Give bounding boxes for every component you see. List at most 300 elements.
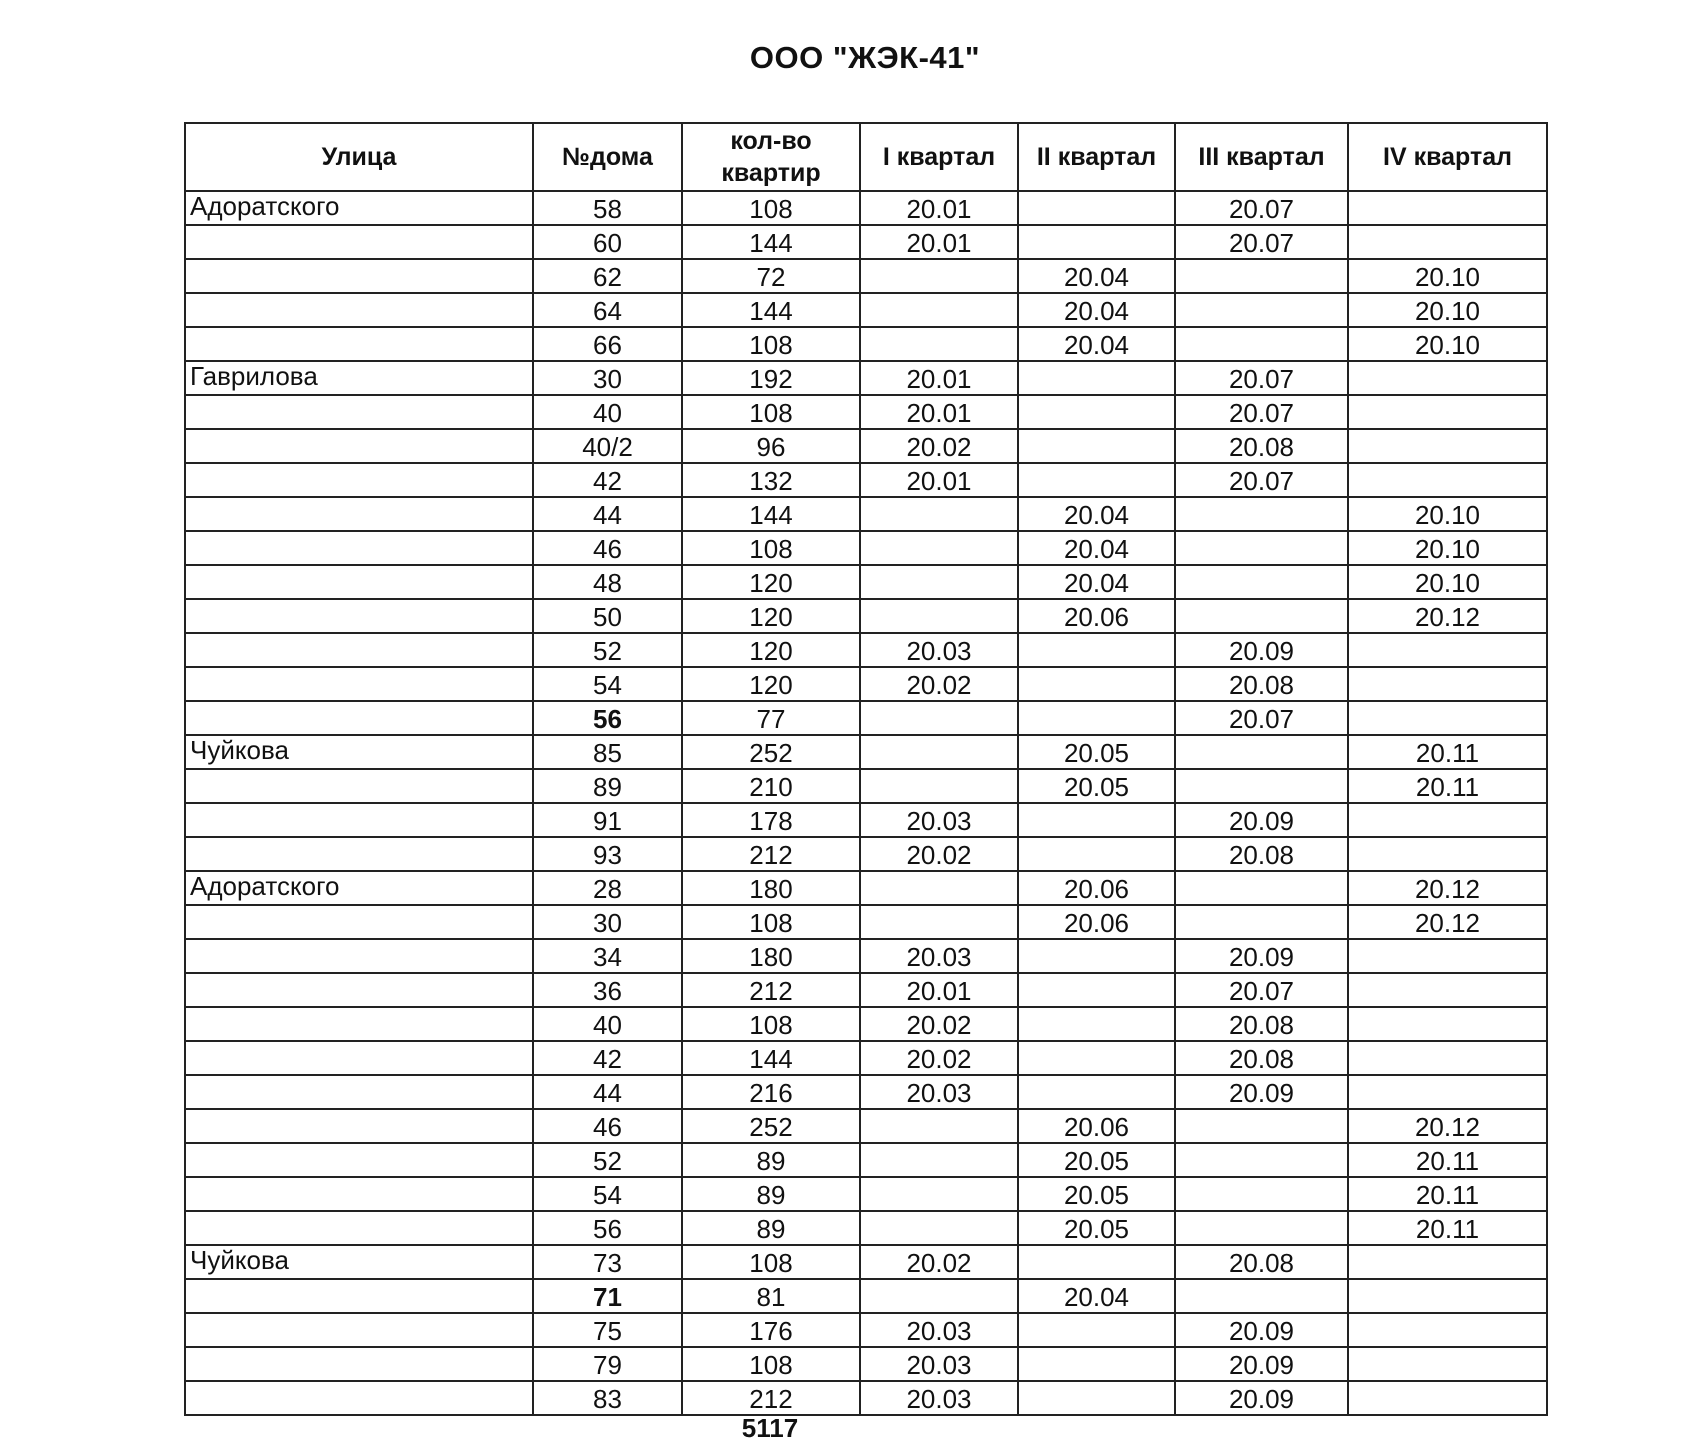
cell-house: 34 [533,939,682,973]
cell-q2: 20.04 [1018,531,1175,565]
cell-house: 42 [533,463,682,497]
table-row [185,871,1547,905]
cell-q1: 20.02 [860,1041,1018,1075]
cell-q3 [1175,599,1348,633]
cell-q3 [1175,1109,1348,1143]
cell-street [185,395,533,429]
document-title: ООО "ЖЭК-41" [749,40,981,75]
cell-q1: 20.01 [860,395,1018,429]
cell-house: 56 [533,701,682,735]
cell-apartments: 144 [682,1041,860,1075]
cell-q2 [1018,837,1175,871]
table-row [185,1313,1547,1347]
cell-house: 30 [533,905,682,939]
cell-q4 [1348,1381,1547,1415]
cell-street [185,531,533,565]
cell-q3: 20.08 [1175,837,1348,871]
cell-q1: 20.01 [860,225,1018,259]
table-row [185,1177,1547,1211]
cell-apartments: 108 [682,1245,860,1279]
cell-house: 83 [533,1381,682,1415]
cell-q2 [1018,667,1175,701]
cell-street [185,293,533,327]
cell-house: 56 [533,1211,682,1245]
cell-q1: 20.01 [860,463,1018,497]
cell-q3 [1175,769,1348,803]
table-row [185,769,1547,803]
cell-street [185,599,533,633]
cell-q3 [1175,497,1348,531]
cell-street: Адоратского [185,871,533,905]
cell-apartments: 120 [682,599,860,633]
cell-street [185,565,533,599]
cell-street [185,1143,533,1177]
cell-q1 [860,769,1018,803]
cell-q2 [1018,1075,1175,1109]
cell-q3: 20.08 [1175,1041,1348,1075]
cell-q3: 20.09 [1175,1075,1348,1109]
cell-q3 [1175,1143,1348,1177]
cell-house: 91 [533,803,682,837]
cell-house: 48 [533,565,682,599]
cell-q3 [1175,565,1348,599]
table-row [185,633,1547,667]
cell-house: 64 [533,293,682,327]
cell-q3 [1175,531,1348,565]
cell-apartments: 176 [682,1313,860,1347]
schedule-table [184,122,1548,1416]
cell-q2 [1018,1347,1175,1381]
table-row [185,327,1547,361]
cell-q2 [1018,225,1175,259]
cell-q3: 20.08 [1175,1245,1348,1279]
cell-q4: 20.10 [1348,565,1547,599]
cell-q2 [1018,803,1175,837]
cell-q4 [1348,395,1547,429]
cell-street [185,633,533,667]
table-row [185,701,1547,735]
cell-house: 40/2 [533,429,682,463]
cell-q2: 20.05 [1018,1143,1175,1177]
cell-q3 [1175,293,1348,327]
cell-q1: 20.03 [860,633,1018,667]
cell-q2: 20.04 [1018,1279,1175,1313]
cell-street [185,225,533,259]
cell-house: 79 [533,1347,682,1381]
cell-q1 [860,871,1018,905]
cell-q4: 20.10 [1348,259,1547,293]
cell-q2 [1018,633,1175,667]
cell-q4 [1348,939,1547,973]
cell-q4 [1348,191,1547,225]
cell-q4: 20.11 [1348,1143,1547,1177]
cell-q1: 20.02 [860,837,1018,871]
cell-q2: 20.04 [1018,497,1175,531]
cell-street [185,1075,533,1109]
cell-street [185,667,533,701]
cell-house: 44 [533,1075,682,1109]
cell-q2 [1018,395,1175,429]
cell-apartments: 96 [682,429,860,463]
cell-q1 [860,905,1018,939]
cell-apartments: 210 [682,769,860,803]
cell-street [185,803,533,837]
cell-q3: 20.07 [1175,973,1348,1007]
cell-street [185,327,533,361]
cell-house: 62 [533,259,682,293]
cell-house: 46 [533,1109,682,1143]
table-row [185,463,1547,497]
cell-q1 [860,735,1018,769]
cell-house: 66 [533,327,682,361]
cell-house: 28 [533,871,682,905]
cell-house: 54 [533,667,682,701]
cell-apartments: 180 [682,939,860,973]
table-row [185,905,1547,939]
cell-house: 44 [533,497,682,531]
cell-q1: 20.02 [860,667,1018,701]
cell-q4: 20.10 [1348,327,1547,361]
cell-q3: 20.09 [1175,1347,1348,1381]
cell-street [185,1109,533,1143]
cell-q1 [860,599,1018,633]
cell-q3 [1175,735,1348,769]
cell-street: Гаврилова [185,361,533,395]
cell-street: Чуйкова [185,735,533,769]
cell-q3: 20.09 [1175,803,1348,837]
cell-q1: 20.01 [860,191,1018,225]
cell-apartments: 212 [682,973,860,1007]
cell-q1: 20.03 [860,939,1018,973]
cell-q3: 20.08 [1175,1007,1348,1041]
table-row [185,395,1547,429]
table-row [185,1041,1547,1075]
cell-q1: 20.03 [860,1313,1018,1347]
cell-street [185,1279,533,1313]
cell-q4: 20.12 [1348,1109,1547,1143]
table-row [185,497,1547,531]
cell-q1: 20.02 [860,1245,1018,1279]
header-q2: II квартал [1018,123,1175,191]
cell-q2 [1018,1313,1175,1347]
table-row [185,939,1547,973]
cell-q3: 20.08 [1175,429,1348,463]
cell-apartments: 89 [682,1211,860,1245]
cell-q2 [1018,1041,1175,1075]
cell-q2 [1018,1381,1175,1415]
cell-apartments: 72 [682,259,860,293]
cell-apartments: 178 [682,803,860,837]
cell-q2 [1018,701,1175,735]
cell-q1: 20.03 [860,803,1018,837]
cell-house: 89 [533,769,682,803]
header-street: Улица [185,123,533,191]
cell-q4 [1348,225,1547,259]
cell-q3 [1175,871,1348,905]
cell-apartments: 120 [682,565,860,599]
cell-q1 [860,1177,1018,1211]
table-row [185,293,1547,327]
cell-q3 [1175,1279,1348,1313]
table-row [185,1211,1547,1245]
cell-q1 [860,259,1018,293]
cell-q4 [1348,633,1547,667]
cell-q2: 20.05 [1018,1177,1175,1211]
cell-house: 40 [533,395,682,429]
cell-q3: 20.09 [1175,939,1348,973]
cell-q2 [1018,973,1175,1007]
cell-q4 [1348,361,1547,395]
cell-house: 85 [533,735,682,769]
cell-q2: 20.06 [1018,905,1175,939]
cell-q2 [1018,191,1175,225]
cell-apartments: 89 [682,1177,860,1211]
header-apartments: кол-во квартир [682,123,860,191]
table-row [185,259,1547,293]
cell-q1: 20.02 [860,1007,1018,1041]
cell-q4: 20.12 [1348,599,1547,633]
cell-apartments: 108 [682,191,860,225]
cell-apartments: 252 [682,1109,860,1143]
cell-street [185,1313,533,1347]
cell-q2 [1018,463,1175,497]
header-q1: I квартал [860,123,1018,191]
cell-apartments: 144 [682,225,860,259]
cell-q4 [1348,1279,1547,1313]
cell-q1 [860,1279,1018,1313]
table-row [185,803,1547,837]
cell-street [185,1007,533,1041]
cell-q3: 20.09 [1175,633,1348,667]
cell-street [185,973,533,1007]
cell-q3 [1175,327,1348,361]
cell-apartments: 212 [682,1381,860,1415]
cell-q2: 20.06 [1018,871,1175,905]
cell-apartments: 108 [682,1347,860,1381]
cell-q4: 20.11 [1348,1177,1547,1211]
cell-q2 [1018,1007,1175,1041]
cell-q2: 20.05 [1018,769,1175,803]
cell-q1 [860,1143,1018,1177]
table-row [185,667,1547,701]
cell-apartments: 81 [682,1279,860,1313]
cell-q3: 20.09 [1175,1381,1348,1415]
cell-apartments: 144 [682,497,860,531]
table-row [185,973,1547,1007]
cell-q2: 20.06 [1018,599,1175,633]
header-q4: IV квартал [1348,123,1547,191]
total-apartments: 5117 [741,1413,799,1443]
cell-apartments: 89 [682,1143,860,1177]
cell-apartments: 108 [682,395,860,429]
cell-street [185,905,533,939]
cell-apartments: 77 [682,701,860,735]
cell-q1: 20.03 [860,1381,1018,1415]
cell-q3: 20.07 [1175,395,1348,429]
cell-apartments: 108 [682,1007,860,1041]
cell-q1: 20.01 [860,361,1018,395]
cell-house: 58 [533,191,682,225]
cell-apartments: 192 [682,361,860,395]
cell-q2: 20.04 [1018,565,1175,599]
cell-q2 [1018,939,1175,973]
cell-q4 [1348,803,1547,837]
cell-q4 [1348,1347,1547,1381]
cell-q2: 20.06 [1018,1109,1175,1143]
cell-q2 [1018,361,1175,395]
cell-q1: 20.02 [860,429,1018,463]
cell-q4 [1348,1075,1547,1109]
cell-q4: 20.11 [1348,735,1547,769]
cell-q4: 20.10 [1348,497,1547,531]
cell-street [185,1381,533,1415]
table-row [185,361,1547,395]
header-q3: III квартал [1175,123,1348,191]
cell-street [185,837,533,871]
cell-apartments: 108 [682,531,860,565]
cell-q4 [1348,1313,1547,1347]
cell-house: 60 [533,225,682,259]
table-row [185,1347,1547,1381]
cell-q4 [1348,701,1547,735]
cell-q1 [860,497,1018,531]
cell-house: 36 [533,973,682,1007]
cell-street [185,259,533,293]
cell-q2: 20.04 [1018,327,1175,361]
cell-q1 [860,1211,1018,1245]
table-row [185,837,1547,871]
cell-q4: 20.10 [1348,293,1547,327]
cell-q3: 20.07 [1175,463,1348,497]
cell-street [185,1177,533,1211]
table-row [185,191,1547,225]
cell-house: 50 [533,599,682,633]
cell-street [185,701,533,735]
cell-q1 [860,293,1018,327]
cell-q2: 20.04 [1018,259,1175,293]
cell-q3 [1175,905,1348,939]
cell-street [185,429,533,463]
cell-street [185,939,533,973]
cell-q3: 20.07 [1175,701,1348,735]
cell-q3: 20.07 [1175,191,1348,225]
cell-house: 40 [533,1007,682,1041]
cell-q2 [1018,1245,1175,1279]
cell-q4: 20.11 [1348,769,1547,803]
cell-house: 54 [533,1177,682,1211]
cell-q1: 20.01 [860,973,1018,1007]
cell-q4 [1348,463,1547,497]
cell-apartments: 120 [682,633,860,667]
header-house: №дома [533,123,682,191]
cell-q3 [1175,1177,1348,1211]
cell-q1: 20.03 [860,1075,1018,1109]
cell-street [185,497,533,531]
cell-house: 30 [533,361,682,395]
table-row [185,1109,1547,1143]
cell-apartments: 108 [682,905,860,939]
table-row [185,1075,1547,1109]
cell-house: 46 [533,531,682,565]
cell-apartments: 180 [682,871,860,905]
cell-q1 [860,701,1018,735]
cell-street [185,769,533,803]
table-row [185,1143,1547,1177]
cell-street [185,463,533,497]
cell-q1 [860,531,1018,565]
table-row [185,1007,1547,1041]
cell-q4 [1348,837,1547,871]
cell-q3: 20.07 [1175,225,1348,259]
cell-q3: 20.08 [1175,667,1348,701]
cell-apartments: 216 [682,1075,860,1109]
table-row [185,531,1547,565]
cell-q3 [1175,1211,1348,1245]
cell-street [185,1211,533,1245]
cell-apartments: 212 [682,837,860,871]
table-row [185,735,1547,769]
cell-street: Чуйкова [185,1245,533,1279]
cell-house: 42 [533,1041,682,1075]
cell-q2: 20.04 [1018,293,1175,327]
cell-q2: 20.05 [1018,1211,1175,1245]
table-row [185,599,1547,633]
cell-house: 52 [533,1143,682,1177]
cell-house: 71 [533,1279,682,1313]
cell-street: Адоратского [185,191,533,225]
cell-q1 [860,565,1018,599]
cell-q4 [1348,973,1547,1007]
table-row [185,565,1547,599]
cell-house: 93 [533,837,682,871]
cell-q4: 20.12 [1348,871,1547,905]
cell-street [185,1347,533,1381]
cell-q4: 20.11 [1348,1211,1547,1245]
cell-q1 [860,1109,1018,1143]
table-row [185,225,1547,259]
table-body [185,191,1547,1415]
cell-street [185,1041,533,1075]
cell-house: 75 [533,1313,682,1347]
cell-q2: 20.05 [1018,735,1175,769]
table-row [185,1381,1547,1415]
cell-q4 [1348,1245,1547,1279]
table-row [185,1279,1547,1313]
cell-apartments: 252 [682,735,860,769]
cell-house: 52 [533,633,682,667]
cell-apartments: 144 [682,293,860,327]
cell-q4 [1348,1007,1547,1041]
cell-house: 73 [533,1245,682,1279]
cell-q3: 20.09 [1175,1313,1348,1347]
cell-q3 [1175,259,1348,293]
table-row [185,1245,1547,1279]
cell-q2 [1018,429,1175,463]
table-row [185,429,1547,463]
cell-q4 [1348,1041,1547,1075]
header-row [185,123,1547,191]
cell-q4: 20.10 [1348,531,1547,565]
cell-apartments: 108 [682,327,860,361]
cell-q1: 20.03 [860,1347,1018,1381]
cell-q4 [1348,429,1547,463]
cell-q4: 20.12 [1348,905,1547,939]
cell-apartments: 120 [682,667,860,701]
cell-q1 [860,327,1018,361]
cell-q4 [1348,667,1547,701]
cell-q3: 20.07 [1175,361,1348,395]
cell-apartments: 132 [682,463,860,497]
